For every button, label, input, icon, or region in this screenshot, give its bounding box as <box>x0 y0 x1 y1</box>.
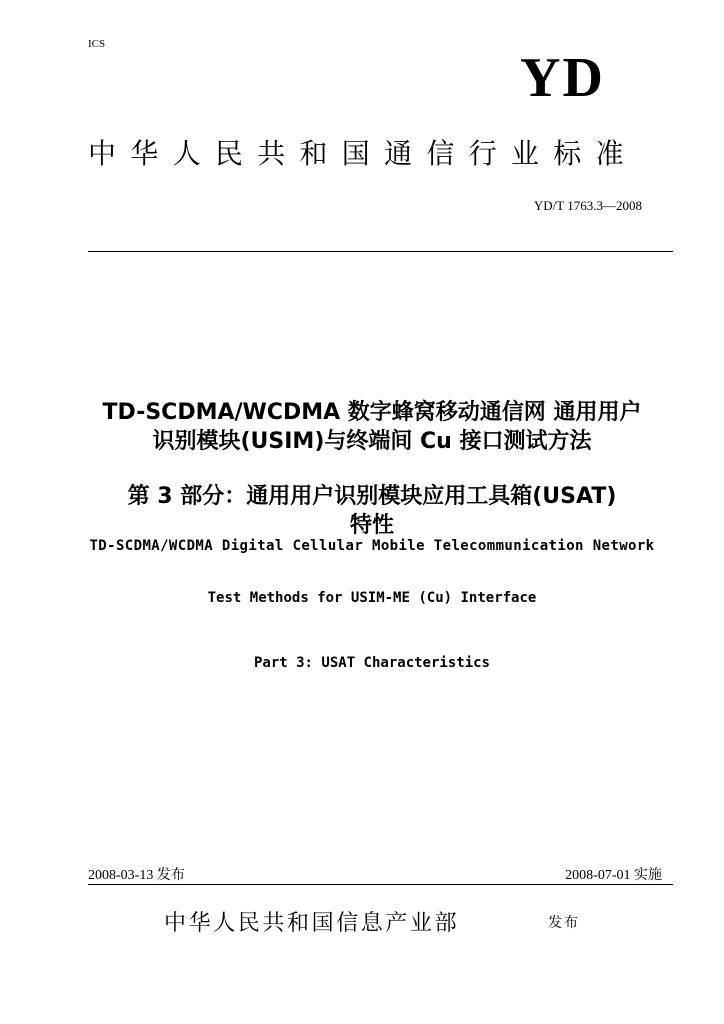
chinese-part-title-line-1: 第 3 部分：通用用户识别模块应用工具箱(USAT) <box>127 484 617 509</box>
issuing-authority: 中华人民共和国信息产业部 <box>164 911 460 936</box>
chinese-title <box>60 398 684 456</box>
english-title-line-1: TD-SCDMA/WCDMA Digital Cellular Mobile Telecommunication Network <box>89 538 655 554</box>
issuing-authority-suffix: 发布 <box>548 915 580 931</box>
english-title-line-2: Test Methods for USIM-ME (Cu) Interface <box>207 590 537 606</box>
yd-logo: YD <box>520 47 605 109</box>
chinese-part-title <box>60 482 684 540</box>
top-divider <box>88 251 673 252</box>
ics-label: ICS <box>88 38 106 50</box>
issue-date: 2008-03-13 发布 <box>88 868 185 883</box>
standard-number: YD/T 1763.3—2008 <box>533 198 642 213</box>
english-part-title: Part 3: USAT Characteristics <box>253 655 490 671</box>
chinese-title-line-2: 识别模块(USIM)与终端间 Cu 接口测试方法 <box>152 429 592 454</box>
implementation-date: 2008-07-01 实施 <box>565 868 662 883</box>
bottom-divider <box>88 884 673 885</box>
chinese-part-title-line-2: 特性 <box>349 513 394 538</box>
chinese-title-line-1: TD-SCDMA/WCDMA 数字蜂窝移动通信网 通用用户 <box>102 400 642 425</box>
standard-category-title: 中华人民共和国通信行业标准 <box>88 137 638 170</box>
